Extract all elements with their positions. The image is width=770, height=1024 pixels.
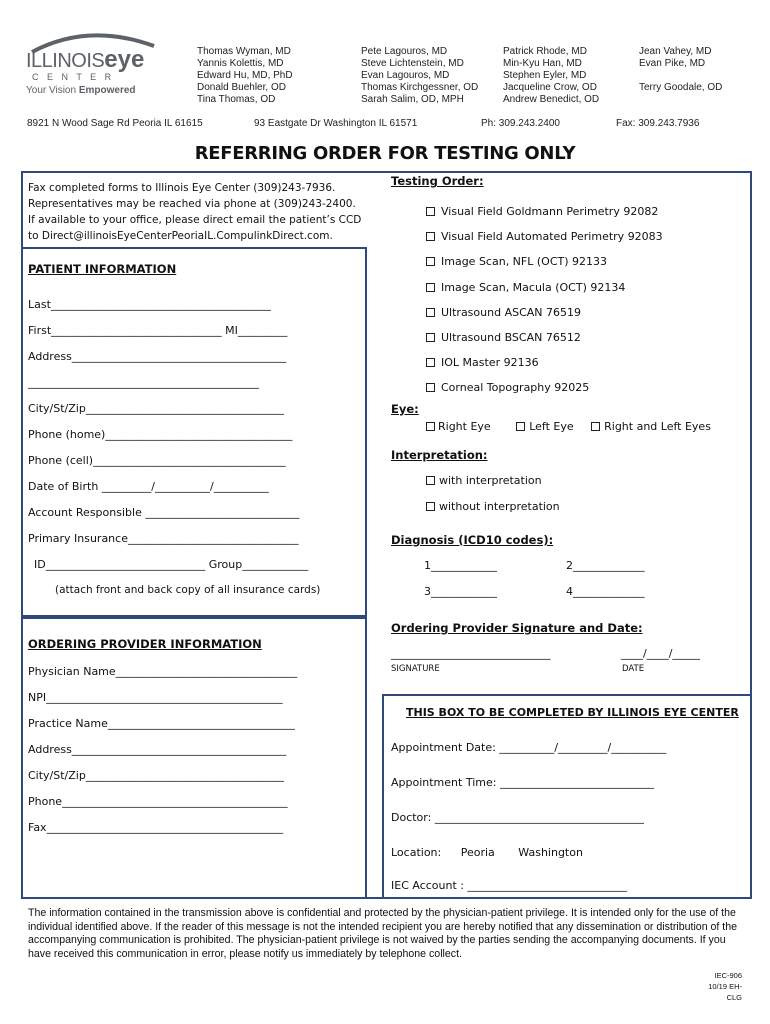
doctor-name: Donald Buehler, OD [197, 82, 286, 93]
signature-date-field[interactable]: ____/____/_____ [621, 647, 700, 660]
checkbox-icon[interactable] [426, 232, 435, 241]
test-item[interactable] [426, 350, 663, 375]
doctor-name: Thomas Kirchgessner, OD [361, 82, 479, 93]
provider-city-field[interactable]: City/St/Zip____________________________________ [28, 769, 284, 782]
doctor-column-2 [361, 46, 478, 106]
checkbox-icon[interactable] [426, 333, 435, 342]
doctor-name: Tina Thomas, OD [197, 94, 276, 105]
form-code-line: IEC-906 [714, 971, 742, 980]
form-code-line: CLG [726, 993, 742, 1002]
interpretation-with-option[interactable]: with interpretation [426, 474, 542, 487]
location-washington-option[interactable]: Washington [518, 846, 583, 859]
testing-order-heading: Testing Order: [391, 174, 484, 188]
doctor-name: Sarah Salim, OD, MPH [361, 94, 464, 105]
test-item[interactable] [426, 325, 663, 350]
logo-name-right: eye [104, 46, 145, 73]
interpretation-without-option[interactable]: without interpretation [426, 500, 560, 513]
test-item-label: Image Scan, Macula (OCT) 92134 [441, 280, 626, 294]
test-item[interactable] [426, 224, 663, 249]
doctor-column-4 [639, 46, 722, 94]
test-item-label: Visual Field Automated Perimetry 92083 [441, 230, 663, 244]
signature-label: SIGNATURE [391, 664, 440, 674]
test-item-label: Image Scan, NFL (OCT) 92133 [441, 255, 607, 269]
appointment-time-field[interactable]: Appointment Time: ____________________________ [391, 776, 654, 789]
date-label: DATE [622, 664, 645, 674]
form-code-line: 10/19 EH- [708, 982, 742, 991]
doctor-name: Min-Kyu Han, MD [503, 58, 582, 69]
doctor-name: Steve Lichtenstein, MD [361, 58, 464, 69]
provider-physician-field[interactable]: Physician Name_________________________________ [28, 665, 298, 678]
test-item[interactable] [426, 249, 663, 274]
iec-box [382, 694, 752, 899]
doctor-name: Thomas Wyman, MD [197, 46, 291, 57]
checkbox-icon[interactable] [426, 422, 435, 431]
test-item[interactable] [426, 199, 663, 224]
eye-left-option[interactable]: Left Eye [516, 420, 573, 433]
office-fax: Fax: 309.243.7936 [616, 118, 700, 129]
provider-fax-field[interactable]: Fax___________________________________________ [28, 821, 284, 834]
diagnosis-code-2-field[interactable]: 2_____________ [566, 559, 645, 572]
diagnosis-code-4-field[interactable]: 4_____________ [566, 585, 645, 598]
location-row [391, 846, 583, 859]
doctor-field[interactable]: Doctor: ______________________________________ [391, 811, 644, 824]
address-peoria: 8921 N Wood Sage Rd Peoria IL 61615 [27, 118, 203, 129]
provider-info-heading: ORDERING PROVIDER INFORMATION [28, 637, 262, 651]
logo-tagline-a: Your Vision [26, 85, 77, 96]
provider-npi-field[interactable]: NPI___________________________________________ [28, 691, 283, 704]
diagnosis-code-3-field[interactable]: 3____________ [424, 585, 497, 598]
logo-tagline-b: Empowered [78, 85, 136, 96]
eye-right-option[interactable]: Right Eye [426, 420, 491, 433]
patient-address2-field[interactable]: __________________________________________ [28, 376, 259, 389]
iec-account-field[interactable]: IEC Account : _____________________________ [391, 879, 627, 892]
office-phone: Ph: 309.243.2400 [481, 118, 560, 129]
checkbox-icon[interactable] [426, 383, 435, 392]
eye-options [426, 420, 711, 433]
patient-dob-field[interactable]: Date of Birth _________/__________/__________ [28, 480, 269, 493]
provider-practice-field[interactable]: Practice Name__________________________________ [28, 717, 295, 730]
test-item[interactable] [426, 375, 663, 400]
provider-info-box [21, 617, 367, 899]
fax-note-line: If available to your office, please direct email the patient’s CCD [28, 214, 362, 226]
test-item-label: Ultrasound BSCAN 76512 [441, 331, 581, 345]
checkbox-icon[interactable] [591, 422, 600, 431]
patient-last-field[interactable]: Last________________________________________ [28, 298, 271, 311]
doctor-name: Edward Hu, MD, PhD [197, 70, 293, 81]
patient-insurance-field[interactable]: Primary Insurance_______________________________ [28, 532, 299, 545]
patient-account-field[interactable]: Account Responsible ____________________________ [28, 506, 300, 519]
patient-phone-cell-field[interactable]: Phone (cell)___________________________________ [28, 454, 286, 467]
patient-address-field[interactable]: Address_______________________________________ [28, 350, 287, 363]
checkbox-icon[interactable] [516, 422, 525, 431]
fax-note [28, 180, 361, 244]
doctor-name: Stephen Eyler, MD [503, 70, 587, 81]
logo [22, 28, 162, 100]
doctor-name: Jacqueline Crow, OD [503, 82, 597, 93]
test-item-label: Visual Field Goldmann Perimetry 92082 [441, 205, 659, 218]
interpretation-heading: Interpretation: [391, 448, 488, 462]
testing-order-list [426, 199, 663, 401]
doctor-name: Pete Lagouros, MD [361, 46, 448, 57]
checkbox-icon[interactable] [426, 476, 435, 485]
checkbox-icon[interactable] [426, 257, 435, 266]
patient-city-field[interactable]: City/St/Zip____________________________________ [28, 402, 284, 415]
appointment-date-field[interactable]: Appointment Date: __________/_________/__________ [391, 741, 667, 754]
test-item[interactable] [426, 300, 663, 325]
fax-note-line: Fax completed forms to Illinois Eye Center (309)243-7936. [28, 182, 336, 194]
location-label: Location: [391, 846, 442, 859]
provider-address-field[interactable]: Address_______________________________________ [28, 743, 287, 756]
patient-id-group-field[interactable]: ID_____________________________ Group____________ [34, 558, 309, 571]
iec-box-heading: THIS BOX TO BE COMPLETED BY ILLINOIS EYE CENTER [406, 706, 739, 719]
doctor-column-3 [503, 46, 599, 106]
provider-phone-field[interactable]: Phone_________________________________________ [28, 795, 288, 808]
doctor-name: Yannis Kolettis, MD [197, 58, 284, 69]
insurance-attach-note: (attach front and back copy of all insurance cards) [55, 584, 321, 596]
eye-heading: Eye: [391, 402, 419, 416]
doctor-name: Patrick Rhode, MD [503, 46, 587, 57]
patient-phone-home-field[interactable]: Phone (home)__________________________________ [28, 428, 293, 441]
test-item[interactable] [426, 275, 663, 300]
doctor-name: Evan Pike, MD [639, 58, 706, 69]
doctor-name: Terry Goodale, OD [639, 82, 723, 93]
patient-info-heading: PATIENT INFORMATION [28, 262, 177, 276]
doctor-name: Evan Lagouros, MD [361, 70, 450, 81]
test-item-label: Ultrasound ASCAN 76519 [441, 305, 581, 319]
checkbox-icon[interactable] [426, 502, 435, 511]
patient-first-field[interactable]: First_______________________________ MI_________ [28, 324, 288, 337]
checkbox-icon[interactable] [426, 207, 435, 216]
fax-note-line: to Direct@illinoisEyeCenterPeoriaIL.CompulinkDirect.com. [28, 230, 333, 242]
checkbox-icon[interactable] [426, 283, 435, 292]
page-title: REFERRING ORDER FOR TESTING ONLY [194, 143, 576, 164]
diagnosis-code-1-field[interactable]: 1____________ [424, 559, 497, 572]
address-washington: 93 Eastgate Dr Washington IL 61571 [254, 118, 418, 129]
test-item-label: IOL Master 92136 [441, 356, 539, 370]
test-item-label: Corneal Topography 92025 [441, 381, 590, 395]
logo-center: C E N T E R [32, 72, 115, 82]
signature-heading: Ordering Provider Signature and Date: [391, 621, 643, 635]
doctor-name: Jean Vahey, MD [639, 46, 712, 57]
confidentiality-disclaimer: The information contained in the transmission above is confidential and protected by the physician-patient privilege. It is intended only for the use of the individual identified above. If the reader of this message is not the intended recipient you are hereby notified that any dissemination or distribution of the accompanying communication is prohibited. The physician-patient privilege is not waived by the parties sending the accompanying documents. If you have received this communication in error, please notify us immediately by telephone collect. [28, 907, 738, 960]
logo-name-left: ILLINOIS [26, 50, 105, 72]
eye-both-option[interactable]: Right and Left Eyes [591, 420, 711, 433]
doctor-name: Andrew Benedict, OD [503, 94, 600, 105]
form-code [690, 970, 742, 1003]
doctor-column-1 [197, 46, 293, 106]
checkbox-icon[interactable] [426, 358, 435, 367]
diagnosis-heading: Diagnosis (ICD10 codes): [391, 533, 554, 547]
signature-field[interactable]: _____________________________ [391, 647, 551, 660]
checkbox-icon[interactable] [426, 308, 435, 317]
fax-note-line: Representatives may be reached via phone at (309)243-2400. [28, 198, 356, 210]
location-peoria-option[interactable]: Peoria [460, 846, 495, 859]
